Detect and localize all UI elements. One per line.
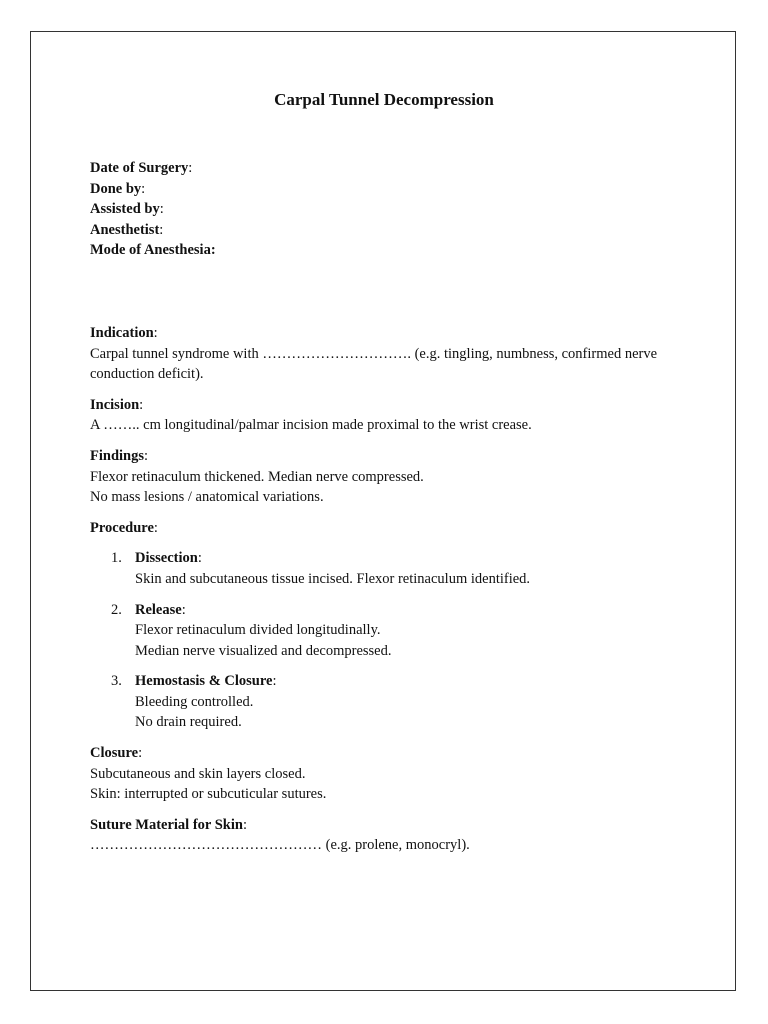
procedure-step [90, 548, 670, 589]
meta-done-by: Done by: [90, 180, 146, 197]
procedure-step [90, 671, 670, 733]
section-text: No mass lesions / anatomical variations. [90, 489, 324, 506]
meta-label: Anesthetist [90, 221, 160, 238]
step-heading: Dissection: [135, 550, 202, 567]
section-heading: Findings: [90, 447, 149, 464]
section-findings [90, 446, 670, 508]
step-text: Skin and subcutaneous tissue incised. Flexor retinaculum identified. [135, 570, 531, 587]
section-heading: Suture Material for Skin: [90, 816, 247, 833]
section-text: Carpal tunnel syndrome with …………………………. (e.g. tingling, numbness, confirmed nerve conduction deficit). [90, 345, 658, 383]
section-heading: Indication: [90, 324, 158, 341]
section-indication [90, 323, 670, 385]
step-number: 2. [111, 601, 122, 618]
document-title: Carpal Tunnel Decompression [274, 90, 494, 109]
section-suture-material [90, 815, 670, 856]
meta-label: Done by [90, 180, 142, 197]
meta-label: Mode of Anesthesia: [90, 242, 216, 259]
section-closure [90, 743, 670, 805]
meta-anesthetist: Anesthetist: [90, 221, 164, 238]
meta-mode-of-anesthesia [90, 240, 670, 261]
section-heading: Procedure: [90, 519, 158, 536]
section-incision [90, 395, 670, 436]
section-procedure [90, 518, 670, 733]
section-text: A …….. cm longitudinal/palmar incision made proximal to the wrist crease. [90, 417, 532, 434]
section-text: Subcutaneous and skin layers closed. [90, 765, 306, 782]
meta-label: Assisted by [90, 201, 160, 218]
meta-label: Date of Surgery [90, 160, 189, 176]
step-text: Bleeding controlled. [135, 693, 254, 710]
section-heading: Closure: [90, 745, 143, 762]
step-number: 1. [111, 550, 122, 567]
section-text: ………………………………………… (e.g. prolene, monocryl). [90, 837, 470, 854]
document-content [90, 158, 670, 856]
section-text: Flexor retinaculum thickened. Median nerve compressed. [90, 468, 424, 485]
meta-date-of-surgery: Date of Surgery: [90, 160, 193, 176]
section-heading: Incision: [90, 396, 144, 413]
meta-assisted-by: Assisted by: [90, 201, 164, 218]
step-text: Flexor retinaculum divided longitudinally. [135, 622, 381, 639]
section-text: Skin: interrupted or subcuticular sutures. [90, 786, 327, 803]
step-text: No drain required. [135, 714, 242, 731]
procedure-step [90, 600, 670, 662]
meta-block [90, 158, 670, 261]
step-heading: Hemostasis & Closure: [135, 673, 277, 690]
step-text: Median nerve visualized and decompressed. [135, 642, 392, 659]
procedure-steps [90, 548, 670, 733]
step-heading: Release: [135, 601, 186, 618]
step-number: 3. [111, 673, 122, 690]
